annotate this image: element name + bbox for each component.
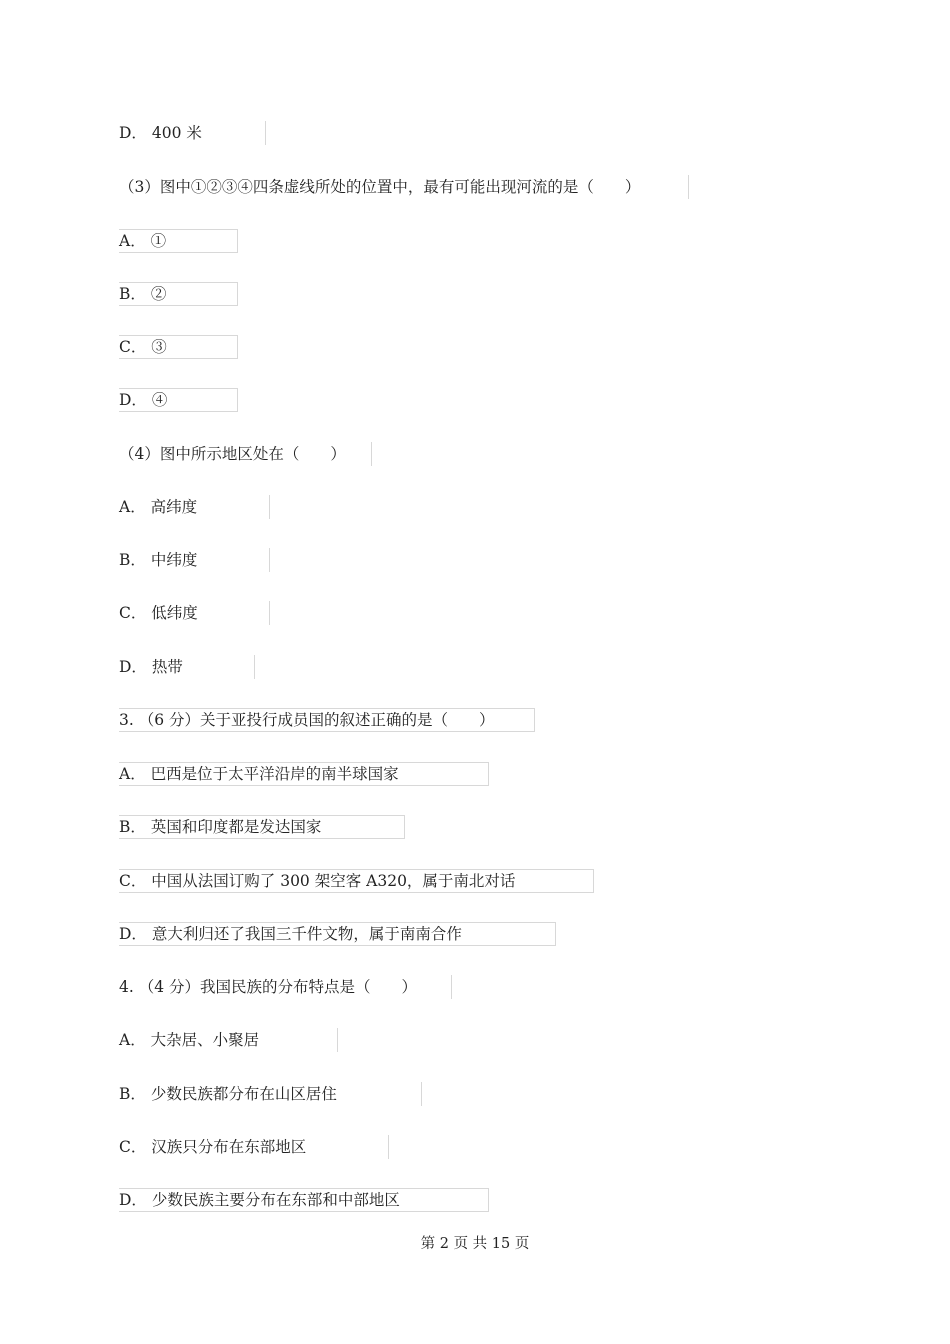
q4-option-a (119, 1029, 259, 1051)
option-text: D． 热带 (119, 658, 183, 676)
option-d-400m (119, 122, 202, 144)
option-d-4 (119, 389, 167, 411)
option-c-low-latitude (119, 602, 198, 624)
option-text: A． 巴西是位于太平洋沿岸的南半球国家 (119, 765, 399, 783)
option-d-tropics (119, 656, 183, 678)
q3-option-b (119, 816, 321, 838)
option-text: B． 少数民族都分布在山区居住 (119, 1085, 337, 1103)
option-text: B． 中纬度 (119, 551, 198, 569)
subquestion-4 (119, 443, 346, 465)
option-b-mid-latitude (119, 549, 197, 571)
option-a-high-latitude (119, 496, 197, 518)
option-a-1 (119, 230, 166, 252)
q3-option-d (119, 923, 462, 945)
option-b-2 (119, 283, 166, 305)
q4-option-c (119, 1136, 306, 1158)
option-text: C． ③ (119, 338, 167, 356)
option-text: C． 中国从法国订购了 300 架空客 A320，属于南北对话 (119, 872, 516, 890)
question-text: 4. （4 分）我国民族的分布特点是（ ） (119, 978, 418, 996)
option-text: C． 汉族只分布在东部地区 (119, 1138, 307, 1156)
q3-option-a (119, 763, 399, 785)
option-text: A． 高纬度 (119, 498, 198, 516)
option-text: D． 400 米 (119, 124, 202, 142)
q3-option-c (119, 870, 515, 892)
option-text: B． ② (119, 285, 167, 303)
question-4 (119, 976, 417, 998)
question-text: （4）图中所示地区处在（ ） (119, 445, 346, 463)
option-c-3 (119, 336, 167, 358)
q4-option-d (119, 1189, 400, 1211)
option-text: D． 少数民族主要分布在东部和中部地区 (119, 1191, 400, 1209)
option-text: D． 意大利归还了我国三千件文物，属于南南合作 (119, 925, 462, 943)
option-text: D． ④ (119, 391, 168, 409)
option-text: B． 英国和印度都是发达国家 (119, 818, 322, 836)
question-3 (119, 709, 495, 731)
option-text: A． 大杂居、小聚居 (119, 1031, 260, 1049)
question-text: （3）图中①②③④四条虚线所处的位置中，最有可能出现河流的是（ ） (119, 178, 641, 196)
page-footer: 第 2 页 共 15 页 (420, 1236, 530, 1252)
option-text: A． ① (119, 232, 167, 250)
q4-option-b (119, 1083, 337, 1105)
option-text: C． 低纬度 (119, 604, 198, 622)
question-text: 3. （6 分）关于亚投行成员国的叙述正确的是（ ） (119, 711, 495, 729)
subquestion-3 (119, 176, 640, 198)
